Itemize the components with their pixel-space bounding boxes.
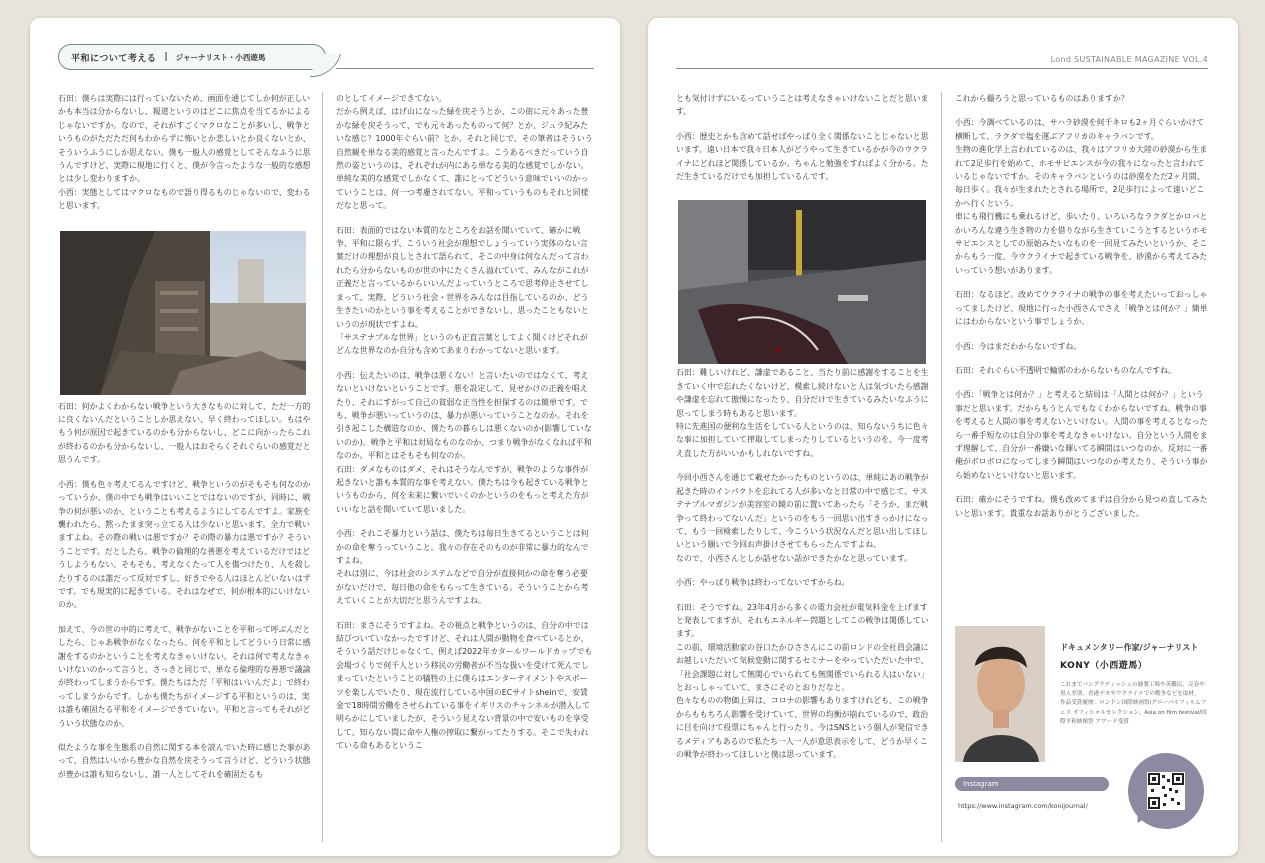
destroyed-building-photo xyxy=(60,231,306,395)
header-rule xyxy=(336,68,594,69)
instagram-label xyxy=(955,777,1109,791)
left-page xyxy=(30,18,620,856)
left-column-1 xyxy=(58,92,316,792)
section-subtitle: ジャーナリスト・小西遊馬 xyxy=(175,52,266,62)
column-divider xyxy=(941,92,942,842)
paragraph: 石田：確かにそうですね。僕も改めてまずは自分から見つめ直してみたいと思います。貴重なお話ありがとうございました。 xyxy=(955,495,1208,518)
paragraph: 小西：歴史とかも含めて話せばやっぱり全く関係ないことじゃないと思います。遠い日本で我々日本人がどうやって生きているかが今のウクライナにどれほど関係しているか。ちゃんと勉強をすればよく分かる。ただ生きているだけでも加担しているんです。 xyxy=(676,131,929,182)
author-name: KONY（小西遊馬） xyxy=(1060,661,1148,671)
instagram-url[interactable]: https://www.instagram.com/konijournal/ xyxy=(958,802,1088,810)
paragraph: 石田：なるほど。改めてウクライナの戦争の事を考えたいっておっしゃってましたけど、現地に行った小西さんでさえ「戦争とは何か？」簡単にはわからないという事でしょうか。 xyxy=(955,290,1208,327)
author-bio xyxy=(1060,642,1210,727)
section-title: 平和について考える xyxy=(71,53,157,64)
magazine-label: Lond SUSTAINABLE MAGAZINE VOL.4 xyxy=(1050,55,1208,64)
left-column-2 xyxy=(336,92,594,764)
paragraph: 石田：難しいけれど、謙虚であること、当たり前に感謝をすることを生きていく中で忘れたくないけど、模索し続けないと人は気づいたら感謝や謙虚を忘れて傲慢になったり、自分だけで生きているみたいなふうに思ってしまう時もあると思います。 特に先進国の便利な生活をしている人というのは、知らないうちに色々な事に加担していて搾取してしまったりしているというのを、今一度考え直した方がいいかもしれないですね。 xyxy=(676,368,929,458)
author-portrait-photo xyxy=(955,626,1045,762)
paragraph: 小西：それこそ暴力という話は、僕たちは毎日生きてるということは何かの命を奪うっていうこと。我々の存在そのものが非常に暴力的なんですよね。 それは別に、今は社会のシステムなどで自分が直接何かの命を奪う必要がないだけで、毎日他の命をもらって生きている。そういうことから考えていくことが大切だと思うんですよね。 xyxy=(336,529,589,606)
paragraph: 小西：やっぱり戦争は終わってないですからね。 xyxy=(676,578,850,588)
paragraph: 小西：伝えたいのは、戦争は悪くない！と言いたいのではなくて、考えないといけないということです。悪を設定して、見せかけの正義を唱えたり、それにすがって自己の貧弱な正当性を担保するのは簡単です。でも、戦争が悪いっていうのは、暴力が悪いっていうことなのか。それを引き起こした構造なのか、僕たちの暮らしは悪くないのか(影響していないのか)。戦争と平和は対局なものなのか、つまり戦争がなくなれば平和なのか。平和とはそもそも何なのか。 石田：ダメなものはダメ、それはそうなんですが、戦争のような事件が起きないと誰も本質的な事を考えない。僕たちは今も起きている戦争というものから、何を未来に繋いでいくのかというのをもっと考えた方がいいなと話を聞いていて思いました。 xyxy=(336,370,592,514)
author-description: これまでバングラディッシュの縫製工場や英難民、売春や黒人差別、香港デモやウクライナでの戦争などを取材。 作品受賞履歴：ロンドン国際映画祭/グローバルフィルムフェス オフィシャルセレクション、Asia on film festival/国際平和映像祭 アワード受賞 xyxy=(1060,682,1207,725)
paragraph: 石田：表面的ではない本質的なところをお話を聞いていて、確かに戦争、平和に限らず、こういう社会が理想でしょうっていう実体のない言葉だけの理想が良しとされて語られて、そこの中身は何なんだって言われたら分からないものが世の中にたくさん溢れていて、みんながこれが正義だと言っているからいいんだよっていうところで思考停止させてしまって、実際、どういう社会・世界をみんなは目指しているのか、どう生きたいのかという事を考えることができないし、思ったこともないというのが現状ですよね。 「サステナブルな世界」というのも正直言葉としてよく聞くけどそれがどんな世界なのか自分も含めてあまりわかってないと思います。 xyxy=(336,225,589,356)
right-column-1 xyxy=(676,92,930,772)
paragraph: 小西：僕も色々考えてるんですけど、戦争というのがそもそも何なのかっていうか、僕の中でも戦争はいいことではないのですが、同時に、戦争の何が悪いのか、ということも考えるようにしてるんですよ。家族を襲われたら、黙ったまま突っ立てる人は少ないと思います。全力で戦いますよね。その際の戦いは悪ですか？その際の暴力は悪ですか？そういうことです。だとしたら、戦争の倫理的な善悪を考えているだけではどうしようもない。そもそも、考えなくたって人を傷つけたり、人を殺したりするのは誰だって反対ですし、好きでやる人はほとんどいないはずです。でも現実的に起きている。それはなぜで、何が根本的にいけないのか。 xyxy=(58,479,311,610)
title-separator: | xyxy=(164,52,168,62)
paragraph: 石田：そうですね。23年4月から多くの電力会社が電気料金を上げますと発表してますが、それもエネルギー問題としてこの戦争は関係しています。 この前、環境活動家の谷口たかひささんにこの前ロンドの全社員会議にお越しいただいて気候変動に関するセミナーをやっていただいた中で、「社会課題に対して無関心でいられても無関係でいられる人はいない」とおっしゃっていて、まさにそのとおりだなと。 色々なものの物価上昇は、コロナの影響もありますけれども、この戦争からももちろん影響を受けていて、世界の均衡が崩れているので、政治に目を向けて投票にちゃんと行ったり、今はSNSという個人が発信できるメディアもあるので私たち一人一人が意思表示をして、どうか早くこの戦争が終わってほしいと僕は思っています。 xyxy=(676,602,929,759)
paragraph: のとしてイメージできてない。 だから例えば、はげ山になった緑を戻そうとか、この街に元々あった豊かな緑を戻そうって、でも元々あったものって何？とか、ジュラ紀みたいな感じ？1000年ぐらい前？とか。それと同じで、その筆者はそういう自然観を単なる美的感覚と言ったんですよ。こうあるべきだっていう自然の姿というのは、それぞれが内にある単なる美的な感覚でしかない。単純な美的な感覚でしかなくて、誰にとってどういう意味でいいのかっていうことは、何一つ考慮されてない。平和っていうものもそれと同様だなと思って。 xyxy=(336,94,593,211)
author-role: ドキュメンタリー作家/ジャーナリスト xyxy=(1060,643,1199,652)
paragraph: 石田：まさにそうですよね。その視点と戦争というのは、自分の中では結びついていなかったですけど、それは人間が動物を食べているとか、そういう話だけじゃなくて、例えば2022年カタールワールドカップでも会場づくりで何千人という移民の労働者が不当な扱いを受けて死んでしまっていたということの犠牲の上に僕らはエンターテイメントやスポーツを楽しんでいたり、現在流行している中国のECサイトsheinで、安賃金で18時間労働をさせられている事をイギリスのチャンネルが潜入して明らかにしていましたが、そういう見えない背景の中で安いものを享受して、知らない間に命や人権の搾取に繋がってたりする。そこで失われている命もあるというこ xyxy=(336,620,593,751)
street-debris-photo xyxy=(678,200,926,364)
paragraph: 石田：それぐらい不透明で輪郭のわからないものなんですね。 xyxy=(955,365,1176,375)
paragraph: 石田：僕らは実際には行っていないため、画面を通じてしか何が正しいかも本当は分からないし、報道というのはどこに焦点を当てるかによるじゃないですか。なので、それがすごくマクロなことが多いし、戦争というものがただただ何もわからずに怖いとか悲しいとか良くないとか、そういうふうにしか思えない。僕も一般人の感覚としてそんなふうに思うんですけど、実際に現地に行くと、僕が今言ったような一般的な感想とは少し変わりますか。 小西：実態としてはマクロなもので語り得るものじゃないので、変わると思います。 xyxy=(58,94,311,211)
right-column-2 xyxy=(955,92,1209,531)
paragraph: 加えて、今の世の中的に考えて、戦争がないことを平和って呼ぶんだとしたら、じゃあ戦争がなくなったら、何を平和としてどういう日常に感謝をするのかということを考えなきゃいけない。それは何で考えなきゃいけないのかって言うと、さっきと同じで、単なる倫理的な善悪で議論が終わってしまうからです。僕たちはただ「平和はいいんだよ」で終わってしまうからです。しかも僕たちがイメージする平和というのは、実は誰も確固たる平和をイメージできていない。平和と言ってもそれがどういう状態なのか。 xyxy=(58,624,311,728)
paragraph: これから撮ろうと思っているものはありますか？ xyxy=(955,94,1129,103)
paragraph: 小西：今調べているのは、サハラ砂漠を何千キロも2ヶ月ぐらいかけて横断して、ラクダで塩を運ぶアフリカのキャラバンです。 生物の進化学上言われているのは、我々はアフリカ大陸の砂漠から生まれて2足歩行を始めて、ホモサピエンスが今の我々になったと言われているじゃないですか。そのキャラバンというのは砂漠をただ2ヶ月間、毎日歩く。我々が生まれたとされる場所で、2足歩行によって遠いどこかへ行くという。 車にも飛行機にも乗れるけど、歩いたり、いろいろなラクダとかロバとかいろんな違う生き物の力を借りながら生きていこうとするというホモサピエンスとしての原始みたいなものを一回見てみたいというか、そこからもう一度、今ウクライナで起きている戦争を、砂漠から考えてみたいっていう想いがあります。 xyxy=(955,118,1208,275)
header-rule xyxy=(676,68,1208,69)
instagram-label-text: Instagram xyxy=(963,780,999,788)
paragraph: 石田：何かよくわからない戦争という大きなものに対して、ただ一方的に良くないんだということしか思えない、早く終わってほしい。もはやもう何が原因で起きているのかも分からないし、どこに向かったらこれが終わるのかも分からないし、一般人はおそらくそれぐらいの感覚だと思うんです。 xyxy=(58,401,311,465)
paragraph: とも気付けずにいるっていうことは考えなきゃいけないことだと思います。 xyxy=(676,94,929,117)
column-divider xyxy=(322,92,323,842)
paragraph: 小西：「戦争とは何か？」と考えると結局は「人間とは何か？」という事だと思います。だからもうとんでもなくわからないですね。戦争の事を考えると人間の事を考えないといけない。人間の事を考えるとなったら一番手短なのは自分の事を考えなきゃいけない。自分という人間をまず理解して、自分が一番嫌いな輝いてる瞬間はいつなのか。反対に一番俺がボロボロになってしまう瞬間はいつなのか考えたり、そういう事から始めないといけないと思います。 xyxy=(955,390,1208,480)
paragraph: 今回小西さんを通じて載せたかったものというのは、単純にあの戦争が起きた時のインパクトを忘れてる人が多いなと日常の中で感じて、サステナブルマガジンが美容室の鏡の前に置いてあったら「そうか、まだ戦争って終わってないんだ」というのをもう一回思い出すきっかけになって、もう一回検索したりして、今こういう状況なんだと思い出してほしいという願いで今回お声掛けさせてもらったんですよね。 なので、小西さんとしか話せない話ができたかなと思っています。 xyxy=(676,473,929,563)
qr-code-icon[interactable] xyxy=(1147,772,1185,810)
right-page xyxy=(648,18,1238,856)
section-header-tab xyxy=(58,44,326,70)
paragraph: 似たような事を生態系の自然に関する本を読んでいた時に感じた事があって、自然はいいから豊かな自然を戻そうって言うけど、どういう状態が豊かは誰も知らないし、誰一人としてそれを確固たるも xyxy=(58,743,311,779)
paragraph: 小西：今はまだわからないですね。 xyxy=(955,341,1082,351)
